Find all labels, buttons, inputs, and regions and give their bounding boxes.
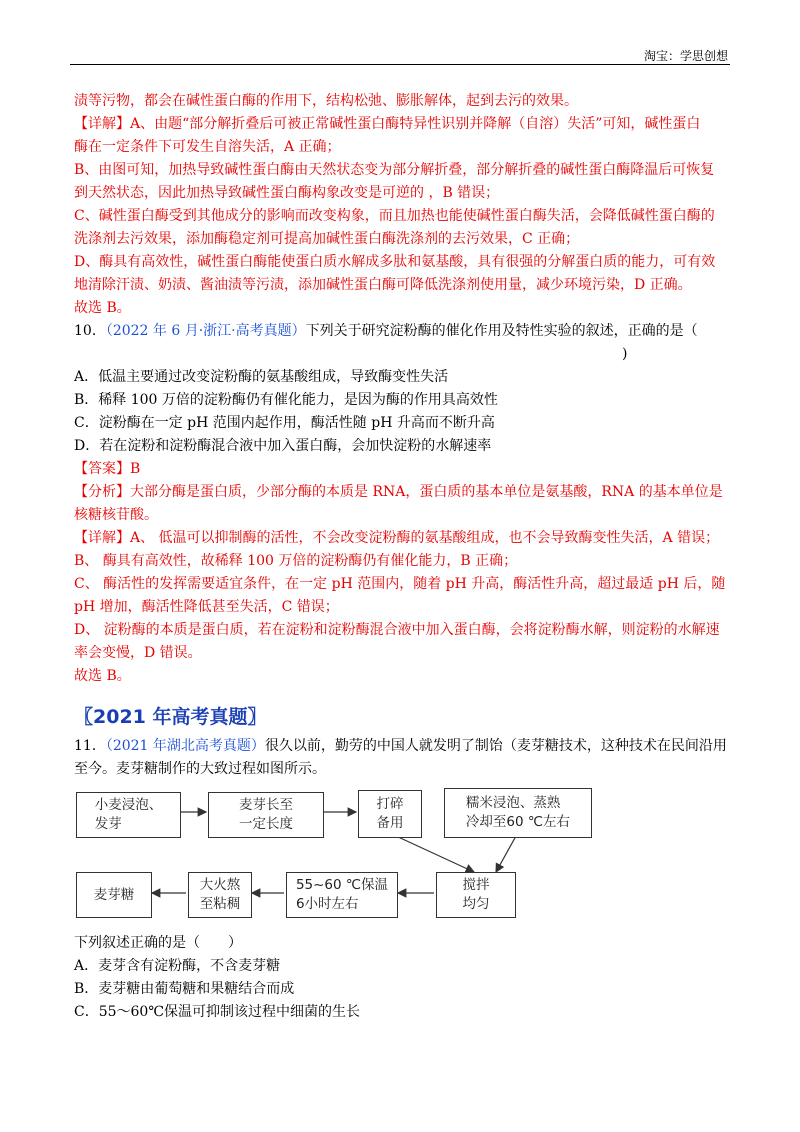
question-11: [74, 735, 734, 781]
question-10-stem: [74, 320, 729, 343]
option-b: B．麦芽糖由葡萄糖和果糖结合而成: [74, 981, 295, 997]
flow-step-sprout-length: 麦芽长至 一定长度: [208, 792, 324, 838]
explanation-line: 【详解】A、由题“部分解折叠后可被正常碱性蛋白酶特异性识别并降解（自溶）失活”可知，碱性蛋白: [74, 116, 701, 132]
question-number: 11．: [74, 738, 106, 754]
option-a: A．低温主要通过改变淀粉酶的氨基酸组成，导致酶变性失活: [74, 369, 449, 385]
question-10-stem-close: ): [622, 346, 628, 362]
analysis-line: 【分析】大部分酶是蛋白质，少部分酶的本质是 RNA，蛋白质的基本单位是氨基酸，RNA 的基本单位是: [74, 484, 723, 500]
main-content: [74, 90, 729, 688]
detail-line: 【详解】A、 低温可以抑制酶的活性，不会改变淀粉酶的氨基酸组成，也不会导致酶变性失活，A 错误；: [74, 530, 720, 546]
explanation-line: 地清除汗渍、奶渍、酱油渍等污渍，添加碱性蛋白酶可降低洗涤剂使用量，减少环境污染，D 正确。: [74, 277, 692, 293]
arrow: [396, 836, 474, 872]
question-text: 很久以前，勤劳的中国人就发明了制饴（麦芽糖技术，这种技术在民间沿用: [264, 738, 727, 754]
question-text: 下列关于研究淀粉酶的催化作用及特性实验的叙述，正确的是（: [305, 323, 698, 339]
page-header: [70, 38, 730, 65]
option-d: D．若在淀粉和淀粉酶混合液中加入蛋白酶，会加快淀粉的水解速率: [74, 438, 492, 454]
detail-line: C、 酶活性的发挥需要适宜条件，在一定 pH 范围内，随着 pH 升高，酶活性升高，超过最适 pH 后，随: [74, 576, 726, 592]
analysis-line: 核糖核苷酸。: [74, 507, 158, 523]
question-11-stem: [74, 735, 734, 758]
detail-line: D、 淀粉酶的本质是蛋白质，若在淀粉和淀粉酶混合液中加入蛋白酶，会将淀粉酶水解，则淀粉的水解速: [74, 622, 720, 638]
flow-diagram: [76, 786, 636, 926]
detail-line: 故选 B。: [74, 668, 131, 684]
explanation-line: C、碱性蛋白酶受到其他成分的影响而改变构象，而且加热也能使碱性蛋白酶失活，会降低碱性蛋白酶的: [74, 208, 715, 224]
explanation-line: 故选 B。: [74, 300, 131, 316]
flow-step-maltose: 麦芽糖: [76, 872, 152, 918]
header-text: 淘宝：学思创想: [643, 49, 728, 63]
flow-step-incubate: 55~60 ℃保温 6小时左右: [286, 872, 398, 918]
arrow: [496, 836, 516, 872]
flow-step-crush: 打碎 备用: [358, 790, 422, 838]
question-11-options: [74, 932, 360, 1024]
explanation-line: 洗涤剂去污效果，添加酶稳定剂可提高加碱性蛋白酶洗涤剂的去污效果，C 正确；: [74, 231, 580, 247]
detail-line: pH 增加，酶活性降低甚至失活，C 错误；: [74, 599, 339, 615]
option-c: C．55～60℃保温可抑制该过程中细菌的生长: [74, 1004, 361, 1020]
detail-line: 率会变慢，D 错误。: [74, 645, 202, 661]
explanation-line: 渍等污物，都会在碱性蛋白酶的作用下，结构松弛、膨胀解体，起到去污的效果。: [74, 93, 578, 109]
section-title: 〖2021 年高考真题〗: [74, 706, 267, 728]
flow-step-glutinous-rice: 糯米浸泡、蒸熟 冷却至60 ℃左右: [444, 788, 592, 838]
option-b: B．稀释 100 万倍的淀粉酶仍有催化能力，是因为酶的作用具高效性: [74, 392, 498, 408]
question-prompt: 下列叙述正确的是（ ）: [74, 935, 242, 951]
flow-step-boil: 大火熬 至粘稠: [188, 872, 252, 918]
question-source: （2021 年湖北高考真题）: [105, 738, 265, 754]
question-11-stem-2: 至今。麦芽糖制作的大致过程如图所示。: [74, 761, 326, 777]
flow-step-soak-wheat: 小麦浸泡、 发芽: [76, 792, 181, 838]
explanation-line: D、酶具有高效性，碱性蛋白酶能使蛋白质水解成多肽和氨基酸，具有很强的分解蛋白质的能力，可有效: [74, 254, 716, 270]
explanation-line: 到天然状态，因此加热导致碱性蛋白酶构象改变是可逆的 ，B 错误；: [74, 185, 500, 201]
explanation-line: 酶在一定条件下可发生自溶失活，A 正确；: [74, 139, 341, 155]
answer: 【答案】B: [74, 461, 141, 477]
flow-step-stir: 搅拌 均匀: [436, 872, 516, 918]
question-source: （2022 年 6 月·浙江·高考真题）: [105, 323, 306, 339]
detail-line: B、 酶具有高效性，故稀释 100 万倍的淀粉酶仍有催化能力，B 正确；: [74, 553, 518, 569]
question-number: 10．: [74, 323, 106, 339]
explanation-line: B、由图可知，加热导致碱性蛋白酶由天然状态变为部分解折叠，部分解折叠的碱性蛋白酶降温后可恢复: [74, 162, 715, 178]
option-a: A．麦芽含有淀粉酶，不含麦芽糖: [74, 958, 281, 974]
option-c: C．淀粉酶在一定 pH 范围内起作用，酶活性随 pH 升高而不断升高: [74, 415, 495, 431]
